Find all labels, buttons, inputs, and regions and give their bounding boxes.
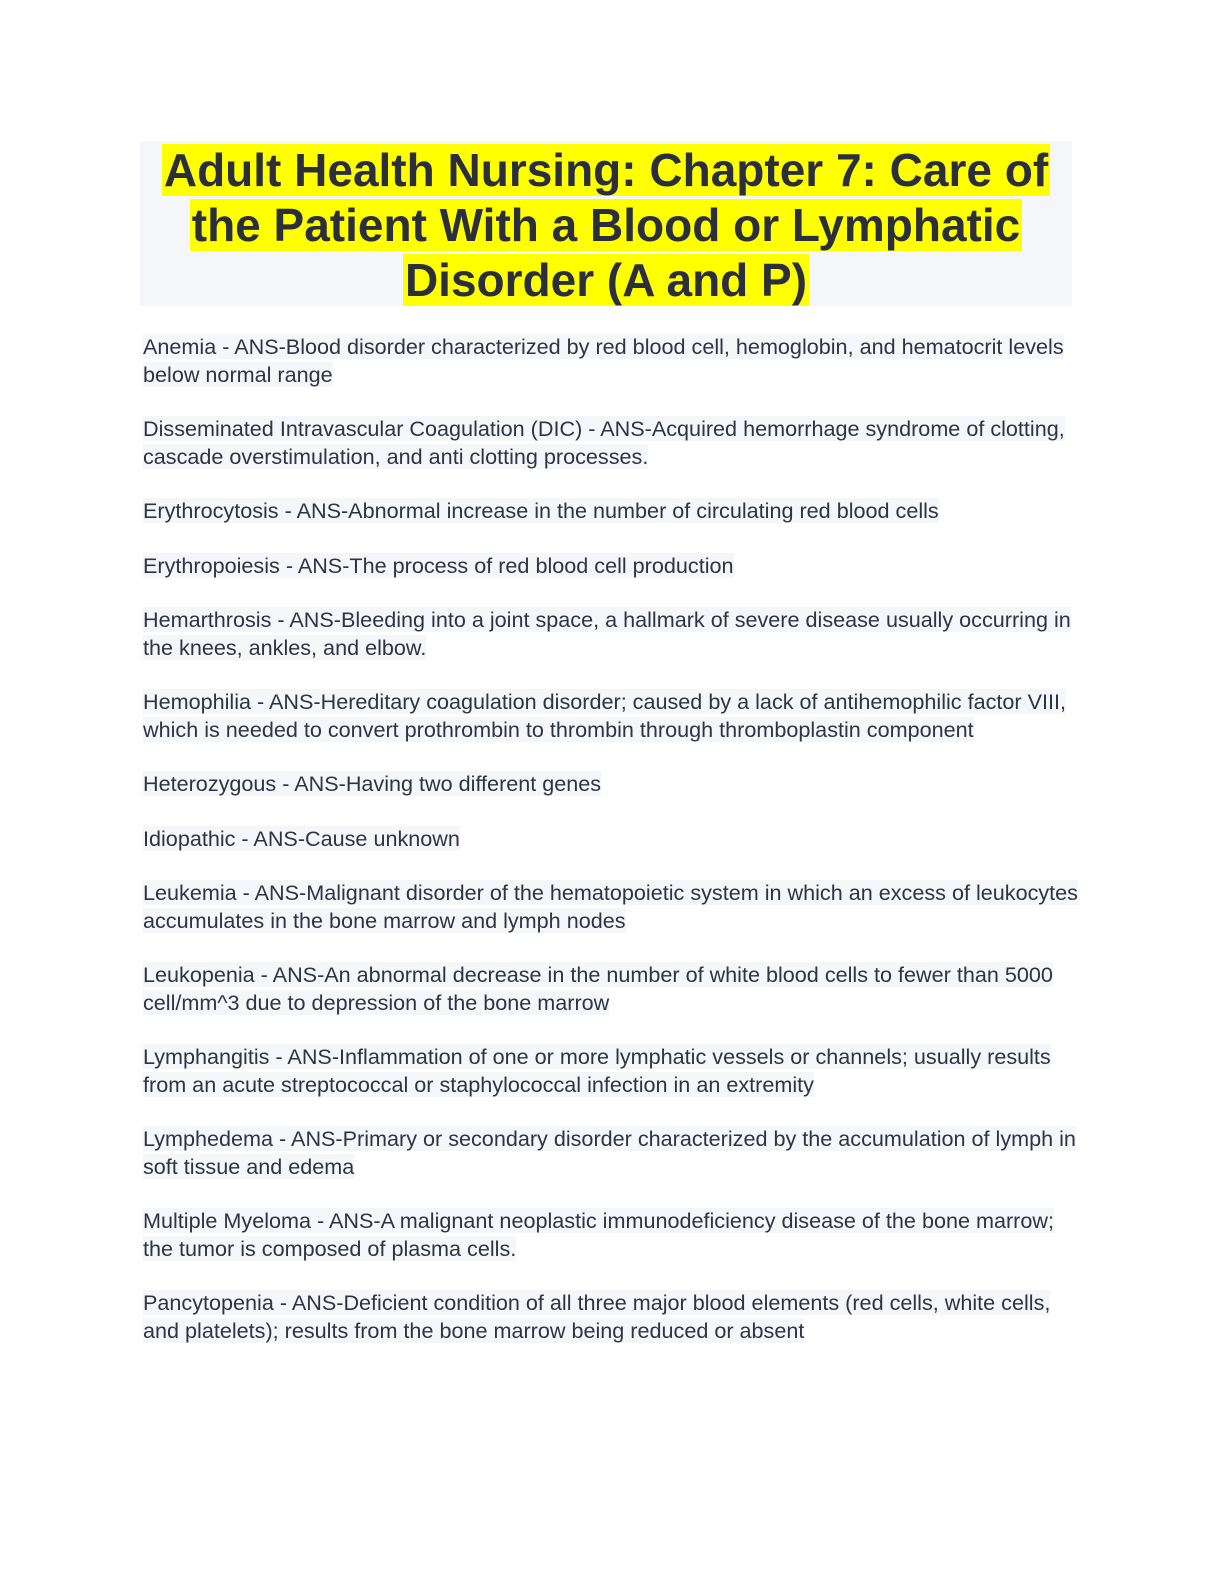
glossary-entry-leukopenia [143, 961, 1083, 1016]
glossary-entry-text: Heterozygous - ANS-Having two different genes [143, 771, 602, 796]
glossary-entry-text: Lymphangitis - ANS-Inflammation of one or more lymphatic vessels or channels; usually results from an acute streptococcal or staphylococcal infection in an extremity [143, 1044, 1051, 1097]
glossary-entry-idiopathic [143, 825, 1083, 853]
glossary-entry-pancytopenia [143, 1289, 1083, 1344]
glossary-entry-text: Multiple Myeloma - ANS-A malignant neoplastic immunodeficiency disease of the bone marrow; the tumor is composed of plasma cells. [143, 1208, 1054, 1261]
glossary-entry-leukemia [143, 879, 1083, 934]
glossary-entry-multiple-myeloma [143, 1207, 1083, 1262]
glossary-entry-text: Idiopathic - ANS-Cause unknown [143, 825, 460, 851]
glossary-entry-text: Disseminated Intravascular Coagulation (DIC) - ANS-Acquired hemorrhage syndrome of clotting, cascade overstimulation, and anti clotting processes. [143, 416, 1065, 469]
glossary-entry-hemophilia [143, 688, 1083, 743]
glossary-entry-text: Leukopenia - ANS-An abnormal decrease in the number of white blood cells to fewer than 5000 cell/mm^3 due to depression of the bone marrow [143, 962, 1053, 1015]
glossary-entry-erythrocytosis [143, 497, 1083, 525]
glossary-entry-text: Hemarthrosis - ANS-Bleeding into a joint space, a hallmark of severe disease usually occurring in the knees, ankles, and elbow. [143, 607, 1071, 660]
glossary-entry-dic [143, 415, 1083, 470]
document-title [140, 141, 1072, 308]
title-block [140, 141, 1072, 306]
glossary-entry-text: Hemophilia - ANS-Hereditary coagulation disorder; caused by a lack of antihemophilic factor VIII, which is needed to convert prothrombin to thrombin through thromboplastin component [143, 689, 1066, 742]
glossary-entry-text: Leukemia - ANS-Malignant disorder of the hematopoietic system in which an excess of leukocytes accumulates in the bone marrow and lymph nodes [143, 880, 1078, 933]
glossary-entry-lymphangitis [143, 1043, 1083, 1098]
glossary-entry-text: Pancytopenia - ANS-Deficient condition of all three major blood elements (red cells, white cells, and platelets); results from the bone marrow being reduced or absent [143, 1290, 1051, 1343]
glossary-entry-anemia [143, 333, 1083, 388]
glossary-entry-text: Erythrocytosis - ANS-Abnormal increase in the number of circulating red blood cells [143, 498, 939, 523]
document-title-text: Adult Health Nursing: Chapter 7: Care of the Patient With a Blood or Lymphatic Disorder (A and P) [163, 144, 1049, 306]
glossary-entry-heterozygous [143, 770, 1083, 798]
glossary-entry-erythropoiesis [143, 552, 1083, 580]
glossary-entry-lymphedema [143, 1125, 1083, 1180]
glossary-entry-text: Erythropoiesis - ANS-The process of red blood cell production [143, 552, 734, 578]
glossary-entry-text: Anemia - ANS-Blood disorder characterized by red blood cell, hemoglobin, and hematocrit levels below normal range [143, 334, 1064, 387]
glossary-list [143, 333, 1083, 1371]
glossary-entry-text: Lymphedema - ANS-Primary or secondary disorder characterized by the accumulation of lymph in soft tissue and edema [143, 1126, 1076, 1179]
glossary-entry-hemarthrosis [143, 606, 1083, 661]
